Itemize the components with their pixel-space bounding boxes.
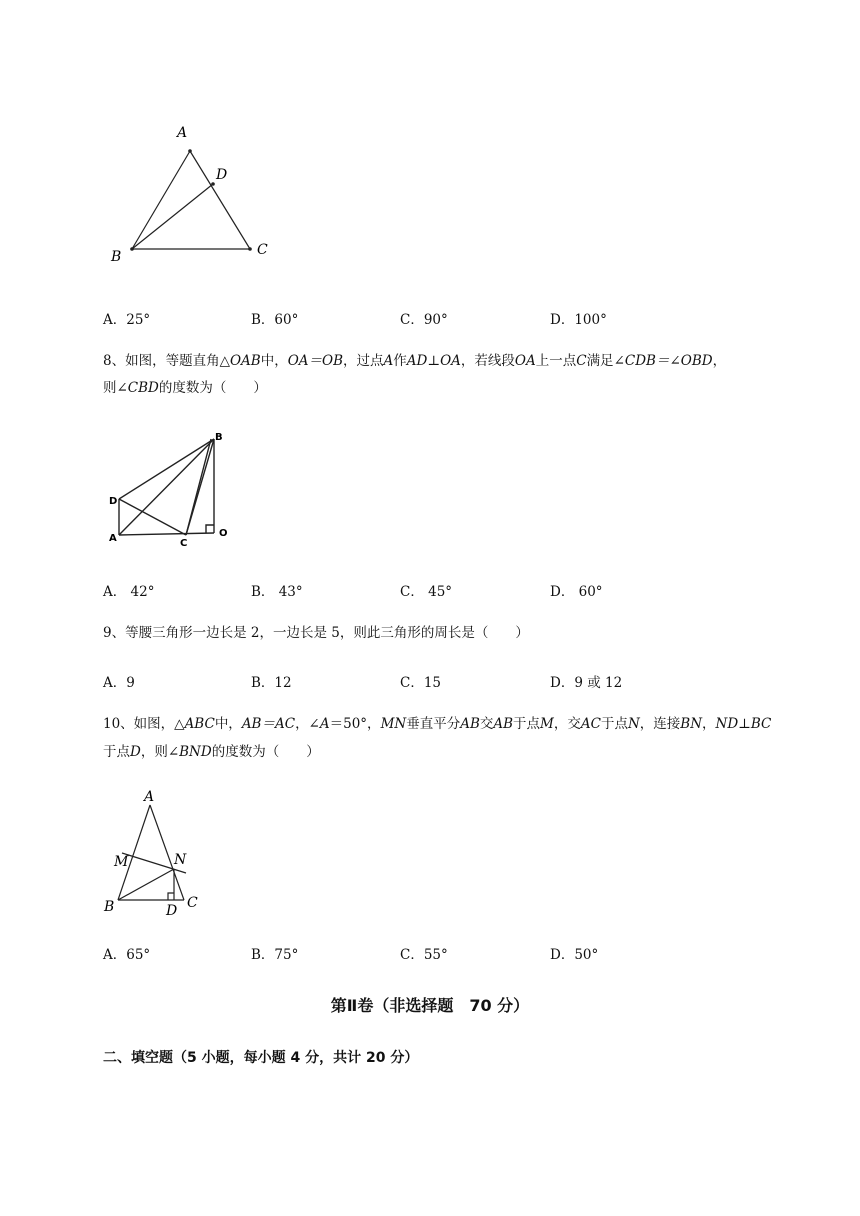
q8-option-d: D． 60°	[550, 584, 603, 600]
part-2-title: 二、填空题（5 小题，每小题 4 分，共计 20 分）	[103, 1050, 419, 1066]
q10-option-d: D．50°	[550, 947, 599, 963]
q8-label-c: C	[180, 538, 188, 549]
q7-option-d: D．100°	[550, 312, 607, 328]
q10-label-n: N	[174, 852, 187, 868]
q10-label-d: D	[166, 903, 178, 919]
q10-option-a: A．65°	[103, 947, 151, 963]
q7-label-c: C	[257, 242, 268, 258]
q7-option-b: B．60°	[251, 312, 299, 328]
q10-label-b: B	[104, 899, 115, 915]
q10-option-b: B．75°	[251, 947, 299, 963]
q7-option-c: C．90°	[400, 312, 448, 328]
q10-option-c: C．55°	[400, 947, 448, 963]
q8-label-b: B	[215, 432, 223, 443]
q9-option-d: D．9 或 12	[550, 675, 623, 691]
q10-label-c: C	[187, 895, 198, 911]
q7-label-d: D	[216, 167, 228, 183]
q9-question: 9、等腰三角形一边长是 2，一边长是 5，则此三角形的周长是（ ）	[103, 625, 529, 641]
q8-question-line1: 8、如图，等题直角△OAB中，OA＝OB，过点A作AD⊥OA，若线段OA上一点C满足∠CDB＝∠OBD，	[103, 353, 727, 369]
q10-label-m: M	[114, 854, 129, 870]
q8-option-a: A． 42°	[103, 584, 155, 600]
q7-label-b: B	[111, 249, 122, 265]
q9-option-b: B．12	[251, 675, 292, 691]
q8-question-line2: 则∠CBD的度数为（ ）	[103, 380, 267, 396]
q7-option-a: A．25°	[103, 312, 151, 328]
q10-question-line2: 于点D，则∠BND的度数为（ ）	[103, 744, 320, 760]
q9-option-a: A．9	[103, 675, 135, 691]
q9-option-c: C．15	[400, 675, 442, 691]
q8-option-b: B． 43°	[251, 584, 303, 600]
q7-label-a: A	[177, 125, 188, 141]
q8-figure	[100, 425, 250, 550]
q7-triangle-figure	[100, 118, 290, 268]
q10-figure	[100, 785, 210, 920]
q8-label-a: A	[109, 533, 117, 544]
q8-label-o: O	[219, 528, 228, 539]
q10-label-a: A	[144, 789, 155, 805]
q8-option-c: C． 45°	[400, 584, 453, 600]
q10-question-line1: 10、如图，△ABC中，AB＝AC，∠A＝50°，MN垂直平分AB交AB于点M，交AC于点N，连接BN，ND⊥BC	[103, 716, 772, 732]
q8-label-d: D	[109, 496, 118, 507]
section-2-title: 第Ⅱ卷（非选择题 70 分）	[330, 996, 530, 1015]
